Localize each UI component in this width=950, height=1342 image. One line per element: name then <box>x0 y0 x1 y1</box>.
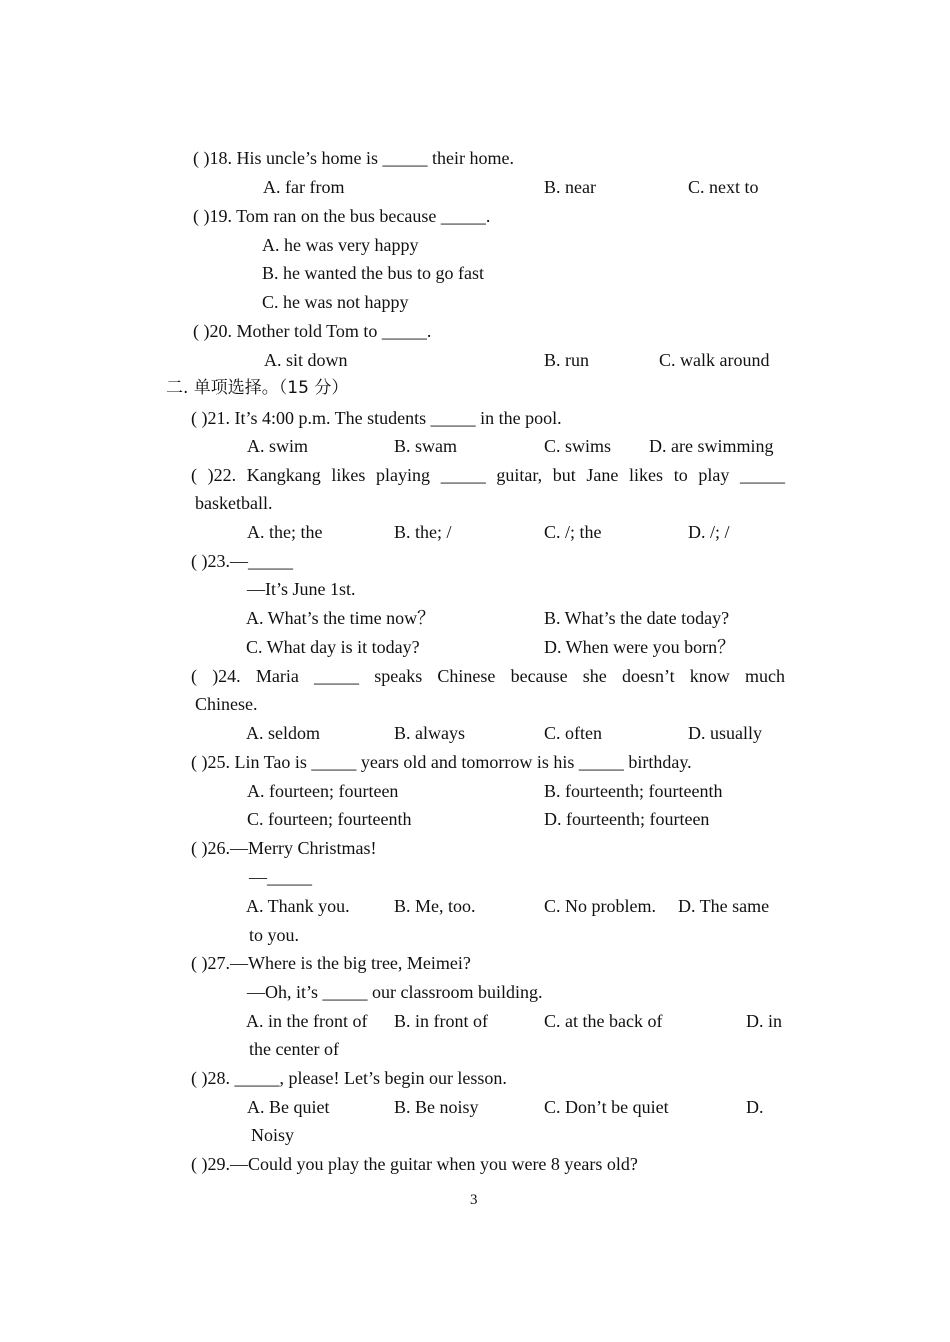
question-28-stem: ( )28. _____, please! Let’s begin our lesson. <box>191 1068 507 1088</box>
question-20-option-a: A. sit down <box>264 350 348 370</box>
section-heading: 二. 单项选择。（15 分） <box>166 378 349 398</box>
question-28-option-d-continued: Noisy <box>251 1125 295 1145</box>
question-18-option-a: A. far from <box>263 177 345 197</box>
question-21-option-b: B. swam <box>394 436 457 456</box>
question-19-option-a: A. he was very happy <box>262 235 419 255</box>
question-26-option-d-continued: to you. <box>249 925 300 945</box>
question-27-reply: —Oh, it’s _____ our classroom building. <box>247 982 543 1002</box>
question-22-option-d: D. /; / <box>688 522 730 542</box>
question-21-option-d: D. are swimming <box>649 436 774 456</box>
question-26-option-c: C. No problem. <box>544 896 656 916</box>
question-23-stem: ( )23.—_____ <box>191 551 293 571</box>
question-21-stem: ( )21. It’s 4:00 p.m. The students _____ in the pool. <box>191 408 562 428</box>
question-22-option-b: B. the; / <box>394 522 452 542</box>
question-19-stem: ( )19. Tom ran on the bus because _____. <box>193 206 491 226</box>
question-25-stem: ( )25. Lin Tao is _____ years old and tomorrow is his _____ birthday. <box>191 752 692 772</box>
question-27-option-c: C. at the back of <box>544 1011 663 1031</box>
question-23-option-a: A. What’s the time now？ <box>246 608 436 628</box>
question-25-option-c: C. fourteen; fourteenth <box>247 809 412 829</box>
question-21-option-a: A. swim <box>247 436 309 456</box>
question-24-option-b: B. always <box>394 723 465 743</box>
question-23-option-c: C. What day is it today? <box>246 637 420 657</box>
question-22-option-a: A. the; the <box>247 522 323 542</box>
question-20-option-b: B. run <box>544 350 589 370</box>
question-18-option-b: B. near <box>544 177 596 197</box>
question-23-option-b: B. What’s the date today? <box>544 608 730 628</box>
question-26-reply: —_____ <box>249 867 312 887</box>
question-19-option-b: B. he wanted the bus to go fast <box>262 263 484 283</box>
question-26-option-b: B. Me, too. <box>394 896 476 916</box>
question-25-option-b: B. fourteenth; fourteenth <box>544 781 723 801</box>
question-28-option-b: B. Be noisy <box>394 1097 479 1117</box>
question-26-stem: ( )26.—Merry Christmas! <box>191 838 377 858</box>
question-29-stem: ( )29.—Could you play the guitar when you were 8 years old? <box>191 1154 638 1174</box>
question-18-option-c: C. next to <box>688 177 759 197</box>
question-20-option-c: C. walk around <box>659 350 770 370</box>
question-24-option-d: D. usually <box>688 723 762 743</box>
question-26-option-a: A. Thank you. <box>246 896 350 916</box>
question-23-reply: —It’s June 1st. <box>247 579 356 599</box>
question-18-stem: ( )18. His uncle’s home is _____ their home. <box>193 148 514 168</box>
question-28-option-c: C. Don’t be quiet <box>544 1097 669 1117</box>
question-21-option-c: C. swims <box>544 436 612 456</box>
question-27-option-d: D. in <box>746 1011 782 1031</box>
question-22-stem: ( )22. Kangkang likes playing _____ guitar, but Jane likes to play _____ <box>191 465 785 485</box>
question-20-stem: ( )20. Mother told Tom to _____. <box>193 321 432 341</box>
question-24-stem: ( )24. Maria _____ speaks Chinese because she doesn’t know much <box>191 666 785 686</box>
question-28-option-a: A. Be quiet <box>247 1097 330 1117</box>
question-24-option-c: C. often <box>544 723 602 743</box>
page-number: 3 <box>470 1192 478 1208</box>
question-27-option-d-continued: the center of <box>249 1039 339 1059</box>
question-26-option-d: D. The same <box>678 896 770 916</box>
question-27-option-b: B. in front of <box>394 1011 488 1031</box>
question-27-stem: ( )27.—Where is the big tree, Meimei? <box>191 953 471 973</box>
question-23-option-d: D. When were you born？ <box>544 637 736 657</box>
question-24-stem-continued: Chinese. <box>195 694 258 714</box>
question-19-option-c: C. he was not happy <box>262 292 409 312</box>
question-22-option-c: C. /; the <box>544 522 602 542</box>
question-25-option-d: D. fourteenth; fourteen <box>544 809 710 829</box>
question-25-option-a: A. fourteen; fourteen <box>247 781 399 801</box>
question-28-option-d: D. <box>746 1097 764 1117</box>
question-27-option-a: A. in the front of <box>246 1011 368 1031</box>
question-22-stem-continued: basketball. <box>195 493 273 513</box>
question-24-option-a: A. seldom <box>246 723 320 743</box>
